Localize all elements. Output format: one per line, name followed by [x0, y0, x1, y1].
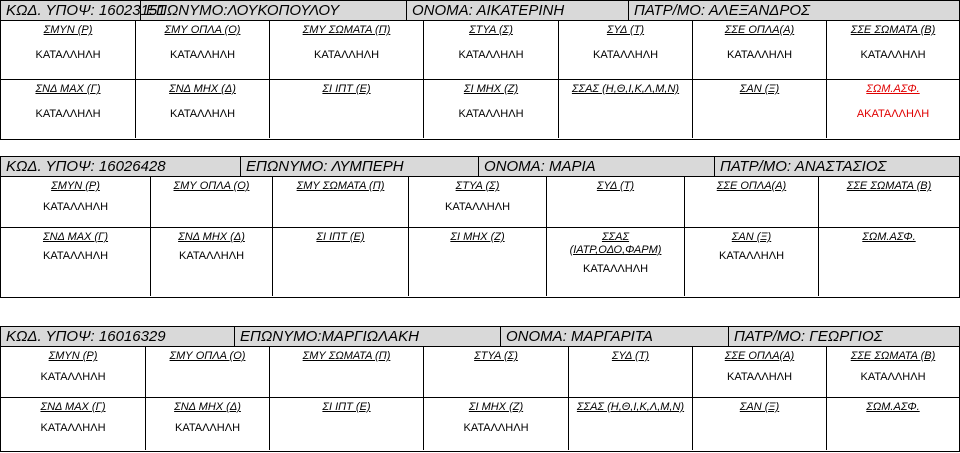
- record-header: [1, 1, 959, 21]
- eligibility-status: ΚΑΤΑΛΛΗΛΗ: [35, 49, 101, 61]
- candidate-father-name: ΠΑΤΡ/ΜΟ: ΓΕΩΡΓΙΟΣ: [734, 328, 883, 345]
- category-label: ΣΜΥ ΣΩΜΑΤΑ (Π): [302, 24, 391, 36]
- eligibility-cell: [819, 177, 959, 227]
- category-label: ΣΣΑΣ (Η,Θ,Ι,Κ,Λ,Μ,Ν): [576, 401, 685, 413]
- category-label: ΣΑΝ (Ξ): [731, 231, 772, 243]
- eligibility-cell: [151, 177, 273, 227]
- category-label: ΣΜΥ ΟΠΛΑ (Ο): [164, 24, 241, 36]
- eligibility-cell: [693, 347, 827, 397]
- candidate-surname: ΕΠΩΝΥΜΟ:ΛΟΥΚΟΠΟΥΛΟΥ: [141, 1, 407, 20]
- candidate-surname: ΕΠΩΝΥΜΟ:ΜΑΡΓΙΩΛΑΚΗ: [235, 327, 501, 346]
- category-label: ΣΑΝ (Ξ): [739, 83, 780, 95]
- category-label: ΣΝΔ ΜΗΧ (Δ): [169, 83, 236, 95]
- eligibility-cell: [273, 177, 409, 227]
- candidate-record: [0, 0, 960, 140]
- eligibility-cell: [693, 398, 827, 450]
- eligibility-cell: [409, 228, 547, 296]
- category-label: ΣΙ ΜΗΧ (Ζ): [450, 231, 505, 243]
- category-label: ΣΩΜ.ΑΣΦ.: [862, 231, 916, 243]
- eligibility-cell: [136, 80, 270, 138]
- eligibility-cell: [424, 80, 559, 138]
- eligibility-row: [1, 347, 959, 397]
- eligibility-status: ΚΑΤΑΛΛΗΛΗ: [169, 108, 236, 120]
- eligibility-cell: [273, 228, 409, 296]
- eligibility-cell: [146, 347, 270, 397]
- category-label: ΣΤΥΑ (Σ): [455, 180, 500, 192]
- category-label-line2: (ΙΑΤΡ,ΟΔΟ,ΦΑΡΜ): [569, 244, 662, 256]
- category-label: ΣΤΥΑ (Σ): [474, 350, 518, 362]
- category-label: ΣΣΕ ΣΩΜΑΤΑ (Β): [850, 350, 936, 362]
- category-label: ΣΣΕ ΟΠΛΑ(Α): [724, 24, 795, 36]
- category-label: ΣΝΔ ΜΑΧ (Γ): [42, 231, 109, 243]
- eligibility-cell: [559, 80, 693, 138]
- eligibility-cell: [270, 21, 424, 79]
- category-label: ΣΜΥ ΣΩΜΑΤΑ (Π): [296, 180, 385, 192]
- eligibility-cell: [693, 21, 827, 79]
- eligibility-row: [1, 227, 959, 296]
- category-label: ΣΜΥΝ (Ρ): [43, 24, 93, 36]
- category-label: ΣΥΔ (Τ): [596, 180, 635, 192]
- category-label: ΣΙ ΙΠΤ (Ε): [322, 401, 371, 413]
- eligibility-status: ΚΑΤΑΛΛΗΛΗ: [458, 108, 524, 120]
- eligibility-cell: [1, 177, 151, 227]
- eligibility-cell: [827, 80, 959, 138]
- eligibility-cell: [1, 398, 146, 450]
- category-label: ΣΣΕ ΣΩΜΑΤΑ (Β): [846, 180, 932, 192]
- category-label: ΣΜΥ ΣΩΜΑΤΑ (Π): [302, 350, 391, 362]
- category-label: ΣΣΕ ΣΩΜΑΤΑ (Β): [850, 24, 936, 36]
- category-label: ΣΩΜ.ΑΣΦ.: [866, 401, 920, 413]
- candidate-code: ΚΩΔ. ΥΠΟΨ: 16026428: [1, 157, 241, 176]
- eligibility-cell: [270, 347, 424, 397]
- eligibility-status: ΚΑΤΑΛΛΗΛΗ: [860, 371, 926, 383]
- eligibility-status: ΚΑΤΑΛΛΗΛΗ: [592, 49, 659, 61]
- eligibility-status: ΚΑΤΑΛΛΗΛΗ: [726, 49, 793, 61]
- eligibility-cell: [827, 347, 959, 397]
- eligibility-status: ΚΑΤΑΛΛΗΛΗ: [178, 250, 245, 262]
- candidate-record: [0, 326, 960, 452]
- eligibility-cell: [685, 228, 819, 296]
- eligibility-status: ΚΑΤΑΛΛΗΛΗ: [169, 49, 236, 61]
- category-label: ΣΝΔ ΜΗΧ (Δ): [178, 231, 245, 243]
- eligibility-cell: [569, 347, 693, 397]
- category-label: ΣΙ ΜΗΧ (Ζ): [468, 401, 524, 413]
- eligibility-cell: [827, 398, 959, 450]
- candidate-father-name: ΠΑΤΡ/ΜΟ: ΑΝΑΣΤΑΣΙΟΣ: [720, 158, 887, 175]
- category-label: ΣΑΝ (Ξ): [739, 401, 780, 413]
- eligibility-status: ΑΚΑΤΑΛΛΗΛΗ: [856, 108, 930, 120]
- candidate-code: ΚΩΔ. ΥΠΟΨ: 16023151: [1, 1, 141, 20]
- eligibility-status: ΚΑΤΑΛΛΗΛΗ: [718, 250, 785, 262]
- eligibility-row: [1, 79, 959, 138]
- eligibility-status: ΚΑΤΑΛΛΗΛΗ: [42, 250, 109, 262]
- eligibility-status: ΚΑΤΑΛΛΗΛΗ: [40, 371, 106, 383]
- category-label: ΣΙ ΙΠΤ (Ε): [322, 83, 371, 95]
- category-label: ΣΝΔ ΜΑΧ (Γ): [35, 83, 101, 95]
- candidate-father-name: ΠΑΤΡ/ΜΟ: ΑΛΕΞΑΝΔΡΟΣ: [634, 2, 811, 19]
- eligibility-cell: [270, 80, 424, 138]
- eligibility-cell: [424, 21, 559, 79]
- candidate-name: ΟΝΟΜΑ: ΑΙΚΑΤΕΡΙΝΗ: [407, 1, 629, 20]
- eligibility-status: ΚΑΤΑΛΛΗΛΗ: [35, 108, 101, 120]
- category-label: ΣΝΔ ΜΑΧ (Γ): [40, 401, 106, 413]
- eligibility-cell: [693, 80, 827, 138]
- eligibility-cell: [547, 228, 685, 296]
- eligibility-row: [1, 21, 959, 79]
- candidate-record: [0, 156, 960, 298]
- eligibility-status: ΚΑΤΑΛΛΗΛΗ: [582, 263, 649, 275]
- category-label: ΣΣΕ ΟΠΛΑ(Α): [716, 180, 787, 192]
- eligibility-status: ΚΑΤΑΛΛΗΛΗ: [444, 201, 511, 213]
- eligibility-cell: [1, 80, 136, 138]
- category-label: ΣΣΕ ΟΠΛΑ(Α): [724, 350, 795, 362]
- category-label: ΣΤΥΑ (Σ): [469, 24, 513, 36]
- candidate-name: ΟΝΟΜΑ: ΜΑΡΓΑΡΙΤΑ: [501, 327, 729, 346]
- category-label: ΣΝΔ ΜΗΧ (Δ): [174, 401, 241, 413]
- eligibility-cell: [559, 21, 693, 79]
- eligibility-cell: [685, 177, 819, 227]
- category-label: ΣΜΥ ΟΠΛΑ (Ο): [173, 180, 250, 192]
- category-label: ΣΣΑΣ (Η,Θ,Ι,Κ,Λ,Μ,Ν): [571, 83, 680, 95]
- category-label: ΣΙ ΜΗΧ (Ζ): [463, 83, 519, 95]
- record-header: [1, 327, 959, 347]
- eligibility-cell: [424, 347, 569, 397]
- eligibility-status: ΚΑΤΑΛΛΗΛΗ: [458, 49, 524, 61]
- eligibility-cell: [146, 398, 270, 450]
- eligibility-cell: [409, 177, 547, 227]
- eligibility-cell: [1, 347, 146, 397]
- eligibility-row: [1, 397, 959, 450]
- eligibility-cell: [1, 228, 151, 296]
- category-label: ΣΣΑΣ: [601, 231, 630, 243]
- category-label: ΣΩΜ.ΑΣΦ.: [866, 83, 920, 95]
- eligibility-cell: [151, 228, 273, 296]
- eligibility-cell: [819, 228, 959, 296]
- category-label: ΣΜΥΝ (Ρ): [48, 350, 98, 362]
- eligibility-cell: [136, 21, 270, 79]
- category-label: ΣΙ ΙΠΤ (Ε): [316, 231, 365, 243]
- eligibility-status: ΚΑΤΑΛΛΗΛΗ: [40, 422, 106, 434]
- category-label: ΣΜΥΝ (Ρ): [51, 180, 100, 192]
- category-label: ΣΜΥ ΟΠΛΑ (Ο): [169, 350, 246, 362]
- candidate-surname: ΕΠΩΝΥΜΟ: ΛΥΜΠΕΡΗ: [241, 157, 479, 176]
- eligibility-status: ΚΑΤΑΛΛΗΛΗ: [726, 371, 793, 383]
- eligibility-cell: [1, 21, 136, 79]
- eligibility-status: ΚΑΤΑΛΛΗΛΗ: [313, 49, 380, 61]
- eligibility-cell: [424, 398, 569, 450]
- eligibility-status: ΚΑΤΑΛΛΗΛΗ: [860, 49, 926, 61]
- eligibility-status: ΚΑΤΑΛΛΗΛΗ: [463, 422, 529, 434]
- eligibility-status: ΚΑΤΑΛΛΗΛΗ: [42, 201, 109, 213]
- category-label: ΣΥΔ (Τ): [606, 24, 645, 36]
- eligibility-cell: [569, 398, 693, 450]
- candidate-name: ΟΝΟΜΑ: ΜΑΡΙΑ: [479, 157, 715, 176]
- eligibility-cell: [547, 177, 685, 227]
- eligibility-cell: [270, 398, 424, 450]
- category-label: ΣΥΔ (Τ): [611, 350, 650, 362]
- candidate-code: ΚΩΔ. ΥΠΟΨ: 16016329: [1, 327, 235, 346]
- record-header: [1, 157, 959, 177]
- eligibility-status: ΚΑΤΑΛΛΗΛΗ: [174, 422, 241, 434]
- eligibility-cell: [827, 21, 959, 79]
- eligibility-row: [1, 177, 959, 227]
